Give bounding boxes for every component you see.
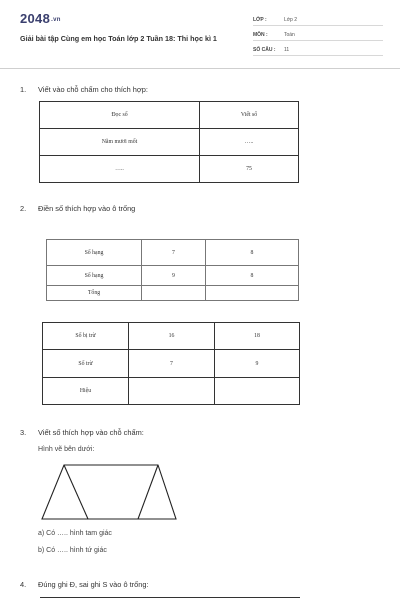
- table-cell: Số bị trừ: [43, 323, 129, 350]
- question-text: Viết số thích hợp vào chỗ chấm:: [38, 428, 144, 437]
- meta-label-class: LỚP :: [253, 17, 267, 23]
- table-row: [47, 266, 299, 286]
- question-number: 4.: [20, 580, 27, 589]
- meta-divider: [253, 25, 383, 26]
- shapes-figure: [40, 462, 180, 522]
- question-text: Đúng ghi Đ, sai ghi S vào ô trống:: [38, 580, 149, 589]
- table-cell: 9: [142, 266, 206, 286]
- q2-addition-table: [46, 239, 299, 301]
- table-cell: 7: [142, 240, 206, 266]
- table-cell: 7: [129, 350, 215, 378]
- table-cell: Số hạng: [47, 240, 142, 266]
- question-number: 2.: [20, 204, 27, 213]
- table-cell: 75: [200, 156, 299, 183]
- table-cell[interactable]: [215, 378, 300, 405]
- table-cell: 9: [215, 350, 300, 378]
- table-row: [40, 156, 299, 183]
- meta-value-class: Lớp 2: [284, 17, 298, 23]
- q2-subtraction-table: [42, 322, 300, 405]
- trapezoid-outline: [42, 465, 176, 519]
- question-2: [20, 204, 135, 213]
- table-cell: 18: [215, 323, 300, 350]
- question-4: [20, 580, 149, 589]
- site-logo[interactable]: [20, 11, 61, 26]
- table-cell: 16: [129, 323, 215, 350]
- answer-a: a) Có ….. hình tam giác: [38, 530, 112, 537]
- table-cell[interactable]: [129, 378, 215, 405]
- table-header: Viết số: [200, 102, 299, 129]
- meta-value-count: 11: [284, 47, 290, 53]
- logo-text: 2048: [20, 11, 51, 26]
- table-cell: Số trừ: [43, 350, 129, 378]
- table-row: [47, 286, 299, 301]
- table-row: [47, 240, 299, 266]
- q4-table-top-border: [40, 597, 300, 598]
- logo-suffix: .vn: [51, 16, 61, 23]
- table-cell[interactable]: [206, 286, 299, 301]
- table-cell: Năm mươi mốt: [40, 129, 200, 156]
- question-3: [20, 428, 144, 437]
- question-text: Điền số thích hợp vào ô trống: [38, 204, 136, 213]
- page-title: Giải bài tập Cùng em học Toán lớp 2 Tuần 18: Thi học kì 1: [20, 34, 217, 43]
- table-row: [43, 378, 300, 405]
- question-number: 1.: [20, 85, 27, 94]
- table-header: Đọc số: [40, 102, 200, 129]
- table-cell: Hiệu: [43, 378, 129, 405]
- q1-table: [39, 101, 299, 183]
- meta-divider: [253, 55, 383, 56]
- table-cell[interactable]: …..: [40, 156, 200, 183]
- meta-label-count: SỐ CÂU :: [253, 47, 276, 53]
- table-row: [40, 102, 299, 129]
- table-cell: 8: [206, 240, 299, 266]
- meta-label-subject: MÔN :: [253, 32, 268, 38]
- answer-b: b) Có ….. hình tứ giác: [38, 547, 107, 554]
- table-row: [43, 350, 300, 378]
- table-row: [40, 129, 299, 156]
- figure-caption: Hình vẽ bên dưới:: [38, 446, 95, 453]
- question-text: Viết vào chỗ chấm cho thích hợp:: [38, 85, 148, 94]
- table-cell[interactable]: …..: [200, 129, 299, 156]
- table-cell: 8: [206, 266, 299, 286]
- table-cell: Số hạng: [47, 266, 142, 286]
- table-cell: Tổng: [47, 286, 142, 301]
- meta-value-subject: Toán: [284, 32, 295, 38]
- table-cell[interactable]: [142, 286, 206, 301]
- inner-line: [64, 465, 88, 519]
- header-divider: [0, 68, 400, 69]
- question-number: 3.: [20, 428, 27, 437]
- inner-line: [138, 465, 158, 519]
- table-row: [43, 323, 300, 350]
- meta-divider: [253, 40, 383, 41]
- question-1: [20, 85, 148, 94]
